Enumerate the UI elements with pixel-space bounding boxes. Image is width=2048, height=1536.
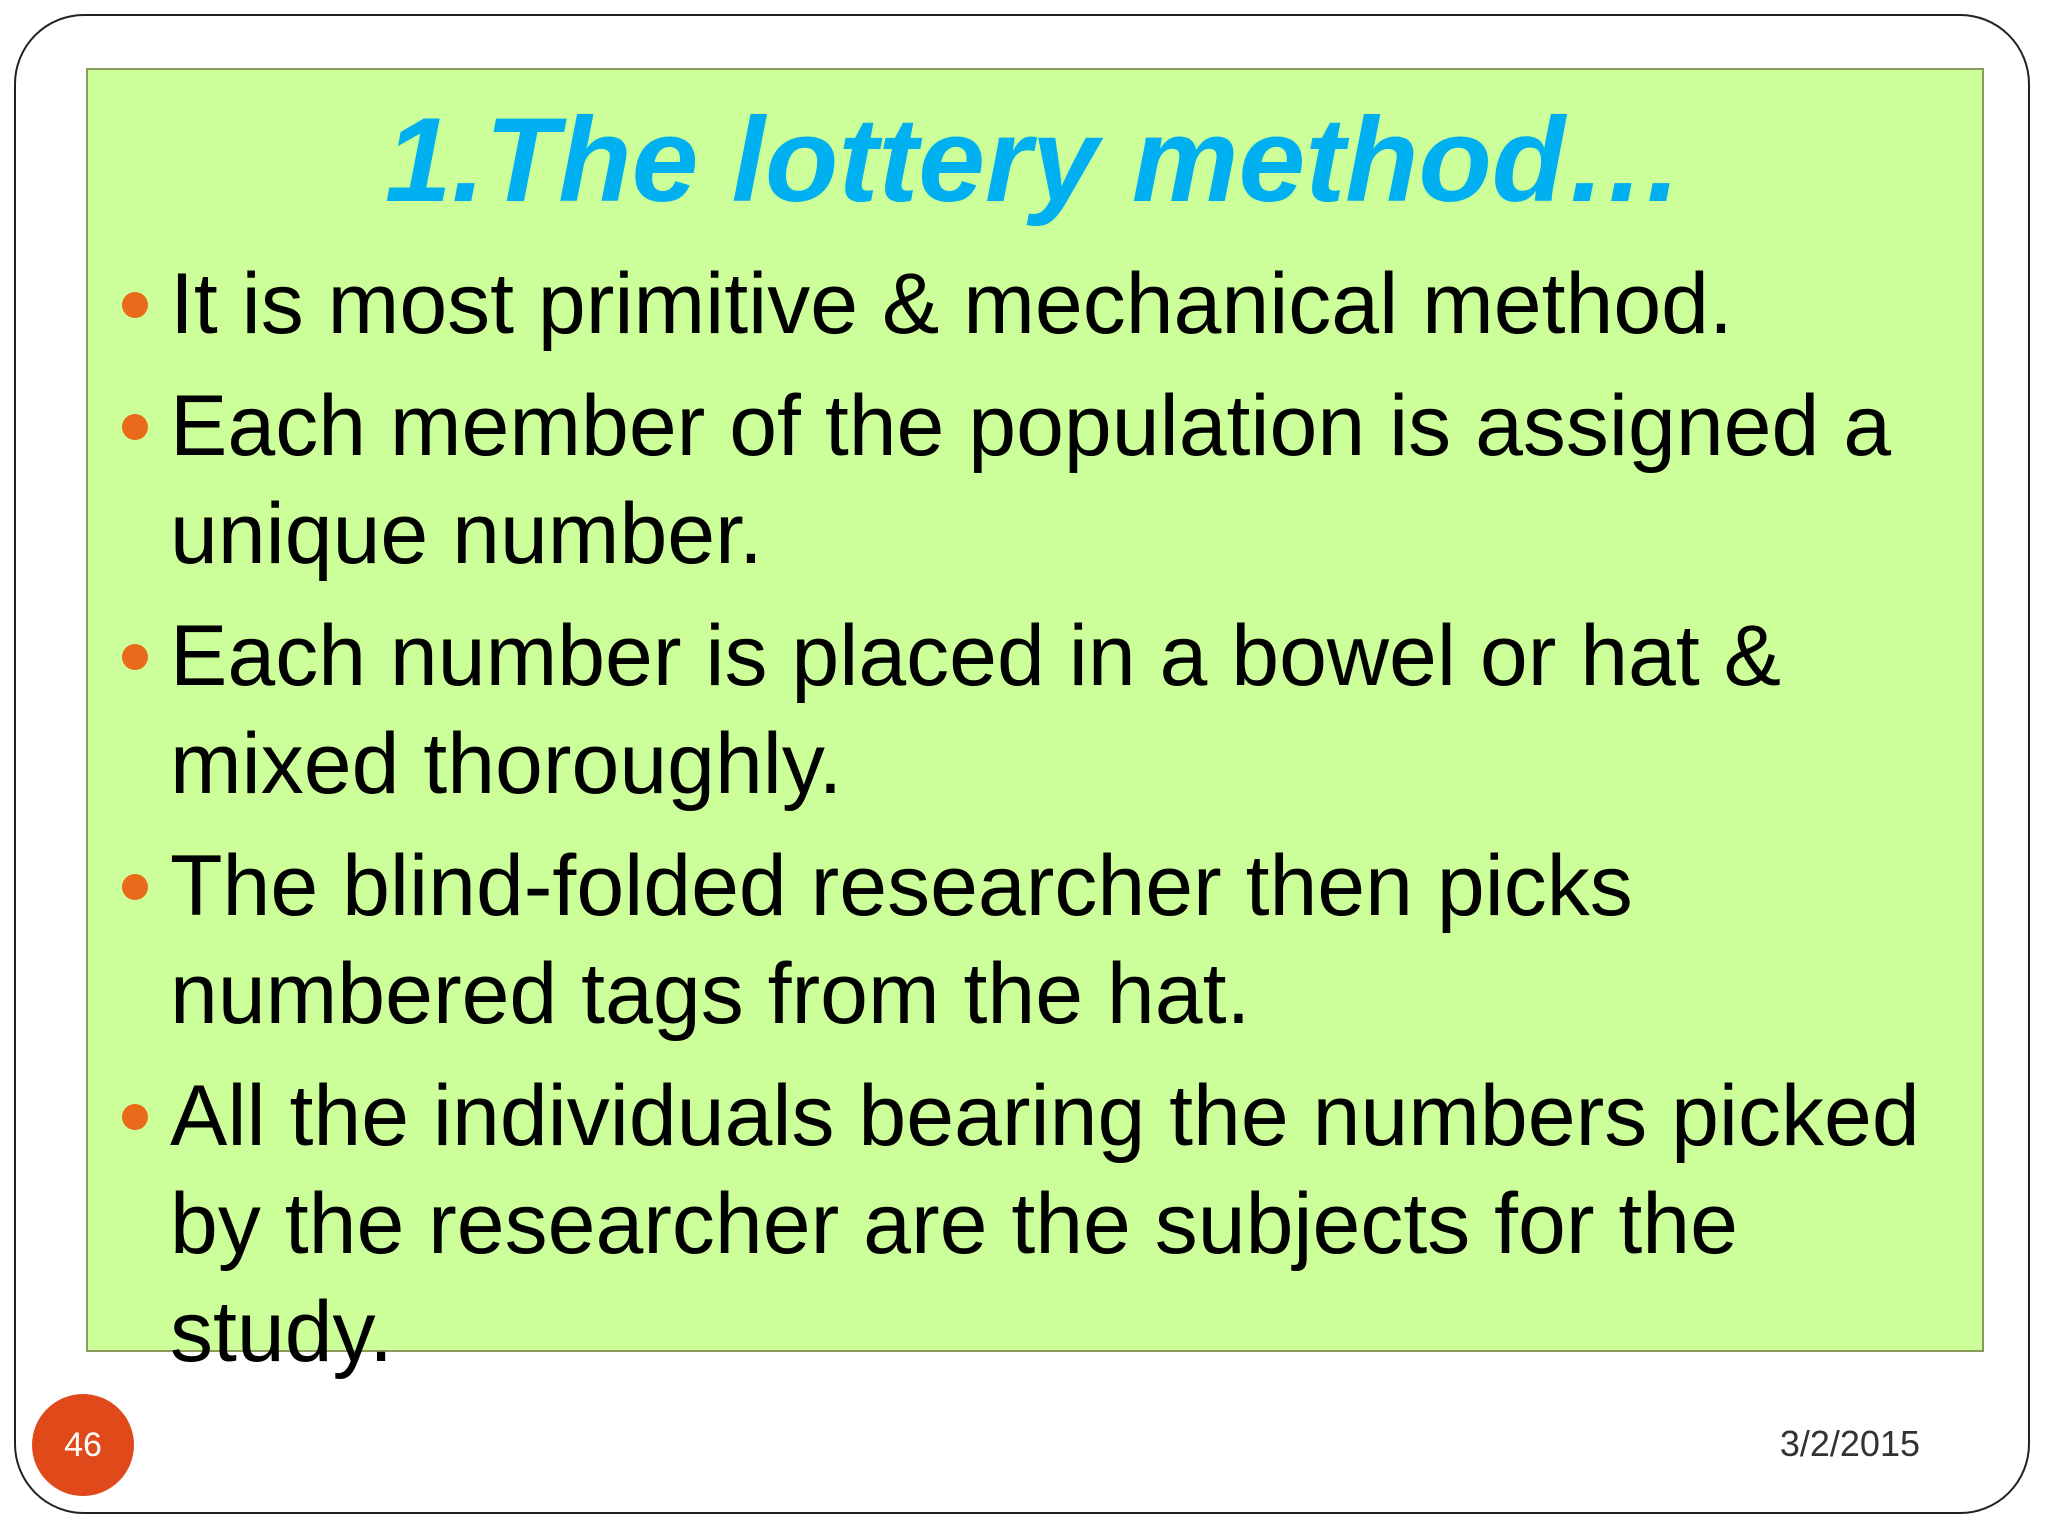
bullet-text: All the individuals bearing the numbers picked by the researcher are the subjects for the study. bbox=[170, 1068, 1920, 1380]
bullet-dot-icon bbox=[122, 292, 148, 318]
bullet-item bbox=[120, 1062, 1980, 1386]
bullet-dot-icon bbox=[122, 414, 148, 440]
page-number-badge: 46 bbox=[32, 1394, 134, 1496]
bullet-dot-icon bbox=[122, 1104, 148, 1130]
bullet-item bbox=[120, 832, 1980, 1048]
bullet-dot-icon bbox=[122, 874, 148, 900]
bullet-text: It is most primitive & mechanical method. bbox=[170, 256, 1733, 352]
bullet-item bbox=[120, 372, 1980, 588]
bullet-text: Each number is placed in a bowel or hat & mixed thoroughly. bbox=[170, 608, 1782, 812]
slide-title: 1.The lottery method… bbox=[384, 93, 1686, 227]
bullet-item bbox=[120, 602, 1980, 818]
bullet-dot-icon bbox=[122, 644, 148, 670]
bullet-text: The blind-folded researcher then picks numbered tags from the hat. bbox=[170, 838, 1633, 1042]
bullet-item bbox=[120, 250, 1980, 358]
bullet-text: Each member of the population is assigned a unique number. bbox=[170, 378, 1892, 582]
bullet-list bbox=[120, 250, 1980, 1400]
slide-date: 3/2/2015 bbox=[1779, 1423, 1920, 1464]
